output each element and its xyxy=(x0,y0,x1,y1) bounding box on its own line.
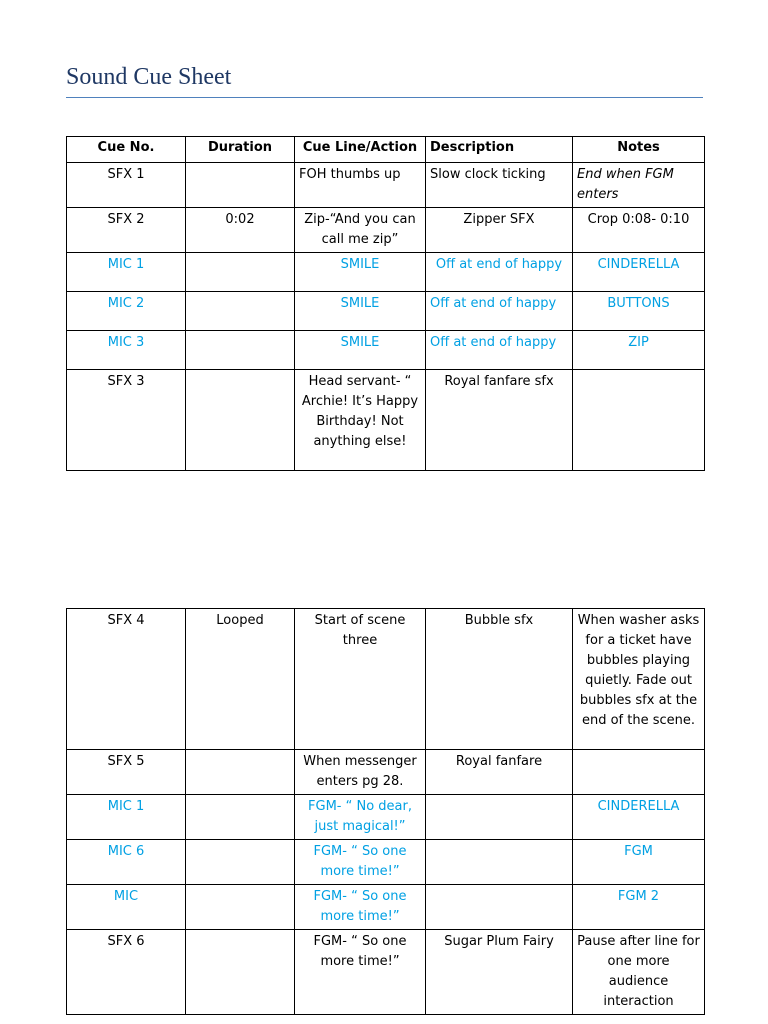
cue-number: MIC 3 xyxy=(67,331,186,370)
cue-notes xyxy=(573,370,705,471)
cue-line: SMILE xyxy=(295,292,426,331)
cue-line: FGM- “ So one more time!” xyxy=(295,885,426,930)
cue-table-2 xyxy=(66,608,705,1015)
table-row xyxy=(67,292,705,331)
cue-notes: BUTTONS xyxy=(573,292,705,331)
header-notes: Notes xyxy=(573,137,705,163)
cue-line: SMILE xyxy=(295,331,426,370)
table-row xyxy=(67,885,705,930)
cue-duration xyxy=(186,795,295,840)
cue-description: Bubble sfx xyxy=(426,609,573,750)
cue-notes: FGM 2 xyxy=(573,885,705,930)
cue-line: FGM- “ So one more time!” xyxy=(295,840,426,885)
cue-number: SFX 6 xyxy=(67,930,186,1015)
cue-description: Off at end of happy xyxy=(426,253,573,292)
cue-line: FOH thumbs up xyxy=(295,163,426,208)
table-row xyxy=(67,253,705,292)
cue-duration xyxy=(186,885,295,930)
cue-number: SFX 4 xyxy=(67,609,186,750)
cue-duration xyxy=(186,840,295,885)
page-title: Sound Cue Sheet xyxy=(66,64,232,90)
cue-duration xyxy=(186,292,295,331)
cue-description: Off at end of happy xyxy=(426,292,573,331)
table-row xyxy=(67,930,705,1015)
cue-table-1 xyxy=(66,136,705,471)
table-row xyxy=(67,795,705,840)
cue-duration xyxy=(186,253,295,292)
cue-number: MIC 6 xyxy=(67,840,186,885)
cue-line: Head servant- “ Archie! It’s Happy Birthday! Not anything else! xyxy=(295,370,426,471)
cue-number: MIC 2 xyxy=(67,292,186,331)
cue-notes: CINDERELLA xyxy=(573,253,705,292)
header-cue-line: Cue Line/Action xyxy=(295,137,426,163)
header-description: Description xyxy=(426,137,573,163)
cue-notes: Crop 0:08- 0:10 xyxy=(573,208,705,253)
cue-description xyxy=(426,840,573,885)
cue-number: MIC 1 xyxy=(67,795,186,840)
cue-line: SMILE xyxy=(295,253,426,292)
cue-notes: When washer asks for a ticket have bubbles playing quietly. Fade out bubbles sfx at the end of the scene. xyxy=(573,609,705,750)
cue-notes xyxy=(573,750,705,795)
cue-number: SFX 1 xyxy=(67,163,186,208)
cue-description: Zipper SFX xyxy=(426,208,573,253)
table-row xyxy=(67,609,705,750)
cue-description: Royal fanfare xyxy=(426,750,573,795)
cue-description: Royal fanfare sfx xyxy=(426,370,573,471)
table-row xyxy=(67,208,705,253)
cue-notes: FGM xyxy=(573,840,705,885)
header-cue-no: Cue No. xyxy=(67,137,186,163)
title-underline xyxy=(66,97,703,98)
cue-number: SFX 2 xyxy=(67,208,186,253)
cue-description xyxy=(426,795,573,840)
cue-line: Start of scene three xyxy=(295,609,426,750)
table-row xyxy=(67,163,705,208)
cue-description: Off at end of happy xyxy=(426,331,573,370)
cue-line: When messenger enters pg 28. xyxy=(295,750,426,795)
cue-duration xyxy=(186,930,295,1015)
cue-duration xyxy=(186,331,295,370)
cue-number: MIC xyxy=(67,885,186,930)
cue-duration: Looped xyxy=(186,609,295,750)
table-row xyxy=(67,840,705,885)
cue-notes: ZIP xyxy=(573,331,705,370)
header-duration: Duration xyxy=(186,137,295,163)
cue-description xyxy=(426,885,573,930)
cue-notes: Pause after line for one more audience interaction xyxy=(573,930,705,1015)
cue-notes: CINDERELLA xyxy=(573,795,705,840)
cue-duration xyxy=(186,750,295,795)
cue-number: SFX 5 xyxy=(67,750,186,795)
cue-line: FGM- “ No dear, just magical!” xyxy=(295,795,426,840)
header-row xyxy=(67,137,705,163)
cue-description: Sugar Plum Fairy xyxy=(426,930,573,1015)
cue-duration: 0:02 xyxy=(186,208,295,253)
cue-line: FGM- “ So one more time!” xyxy=(295,930,426,1015)
cue-duration xyxy=(186,370,295,471)
cue-number: SFX 3 xyxy=(67,370,186,471)
cue-number: MIC 1 xyxy=(67,253,186,292)
table-row xyxy=(67,370,705,471)
table-row xyxy=(67,331,705,370)
cue-description: Slow clock ticking xyxy=(426,163,573,208)
cue-duration xyxy=(186,163,295,208)
cue-notes: End when FGM enters xyxy=(573,163,705,208)
cue-line: Zip-“And you can call me zip” xyxy=(295,208,426,253)
table-row xyxy=(67,750,705,795)
